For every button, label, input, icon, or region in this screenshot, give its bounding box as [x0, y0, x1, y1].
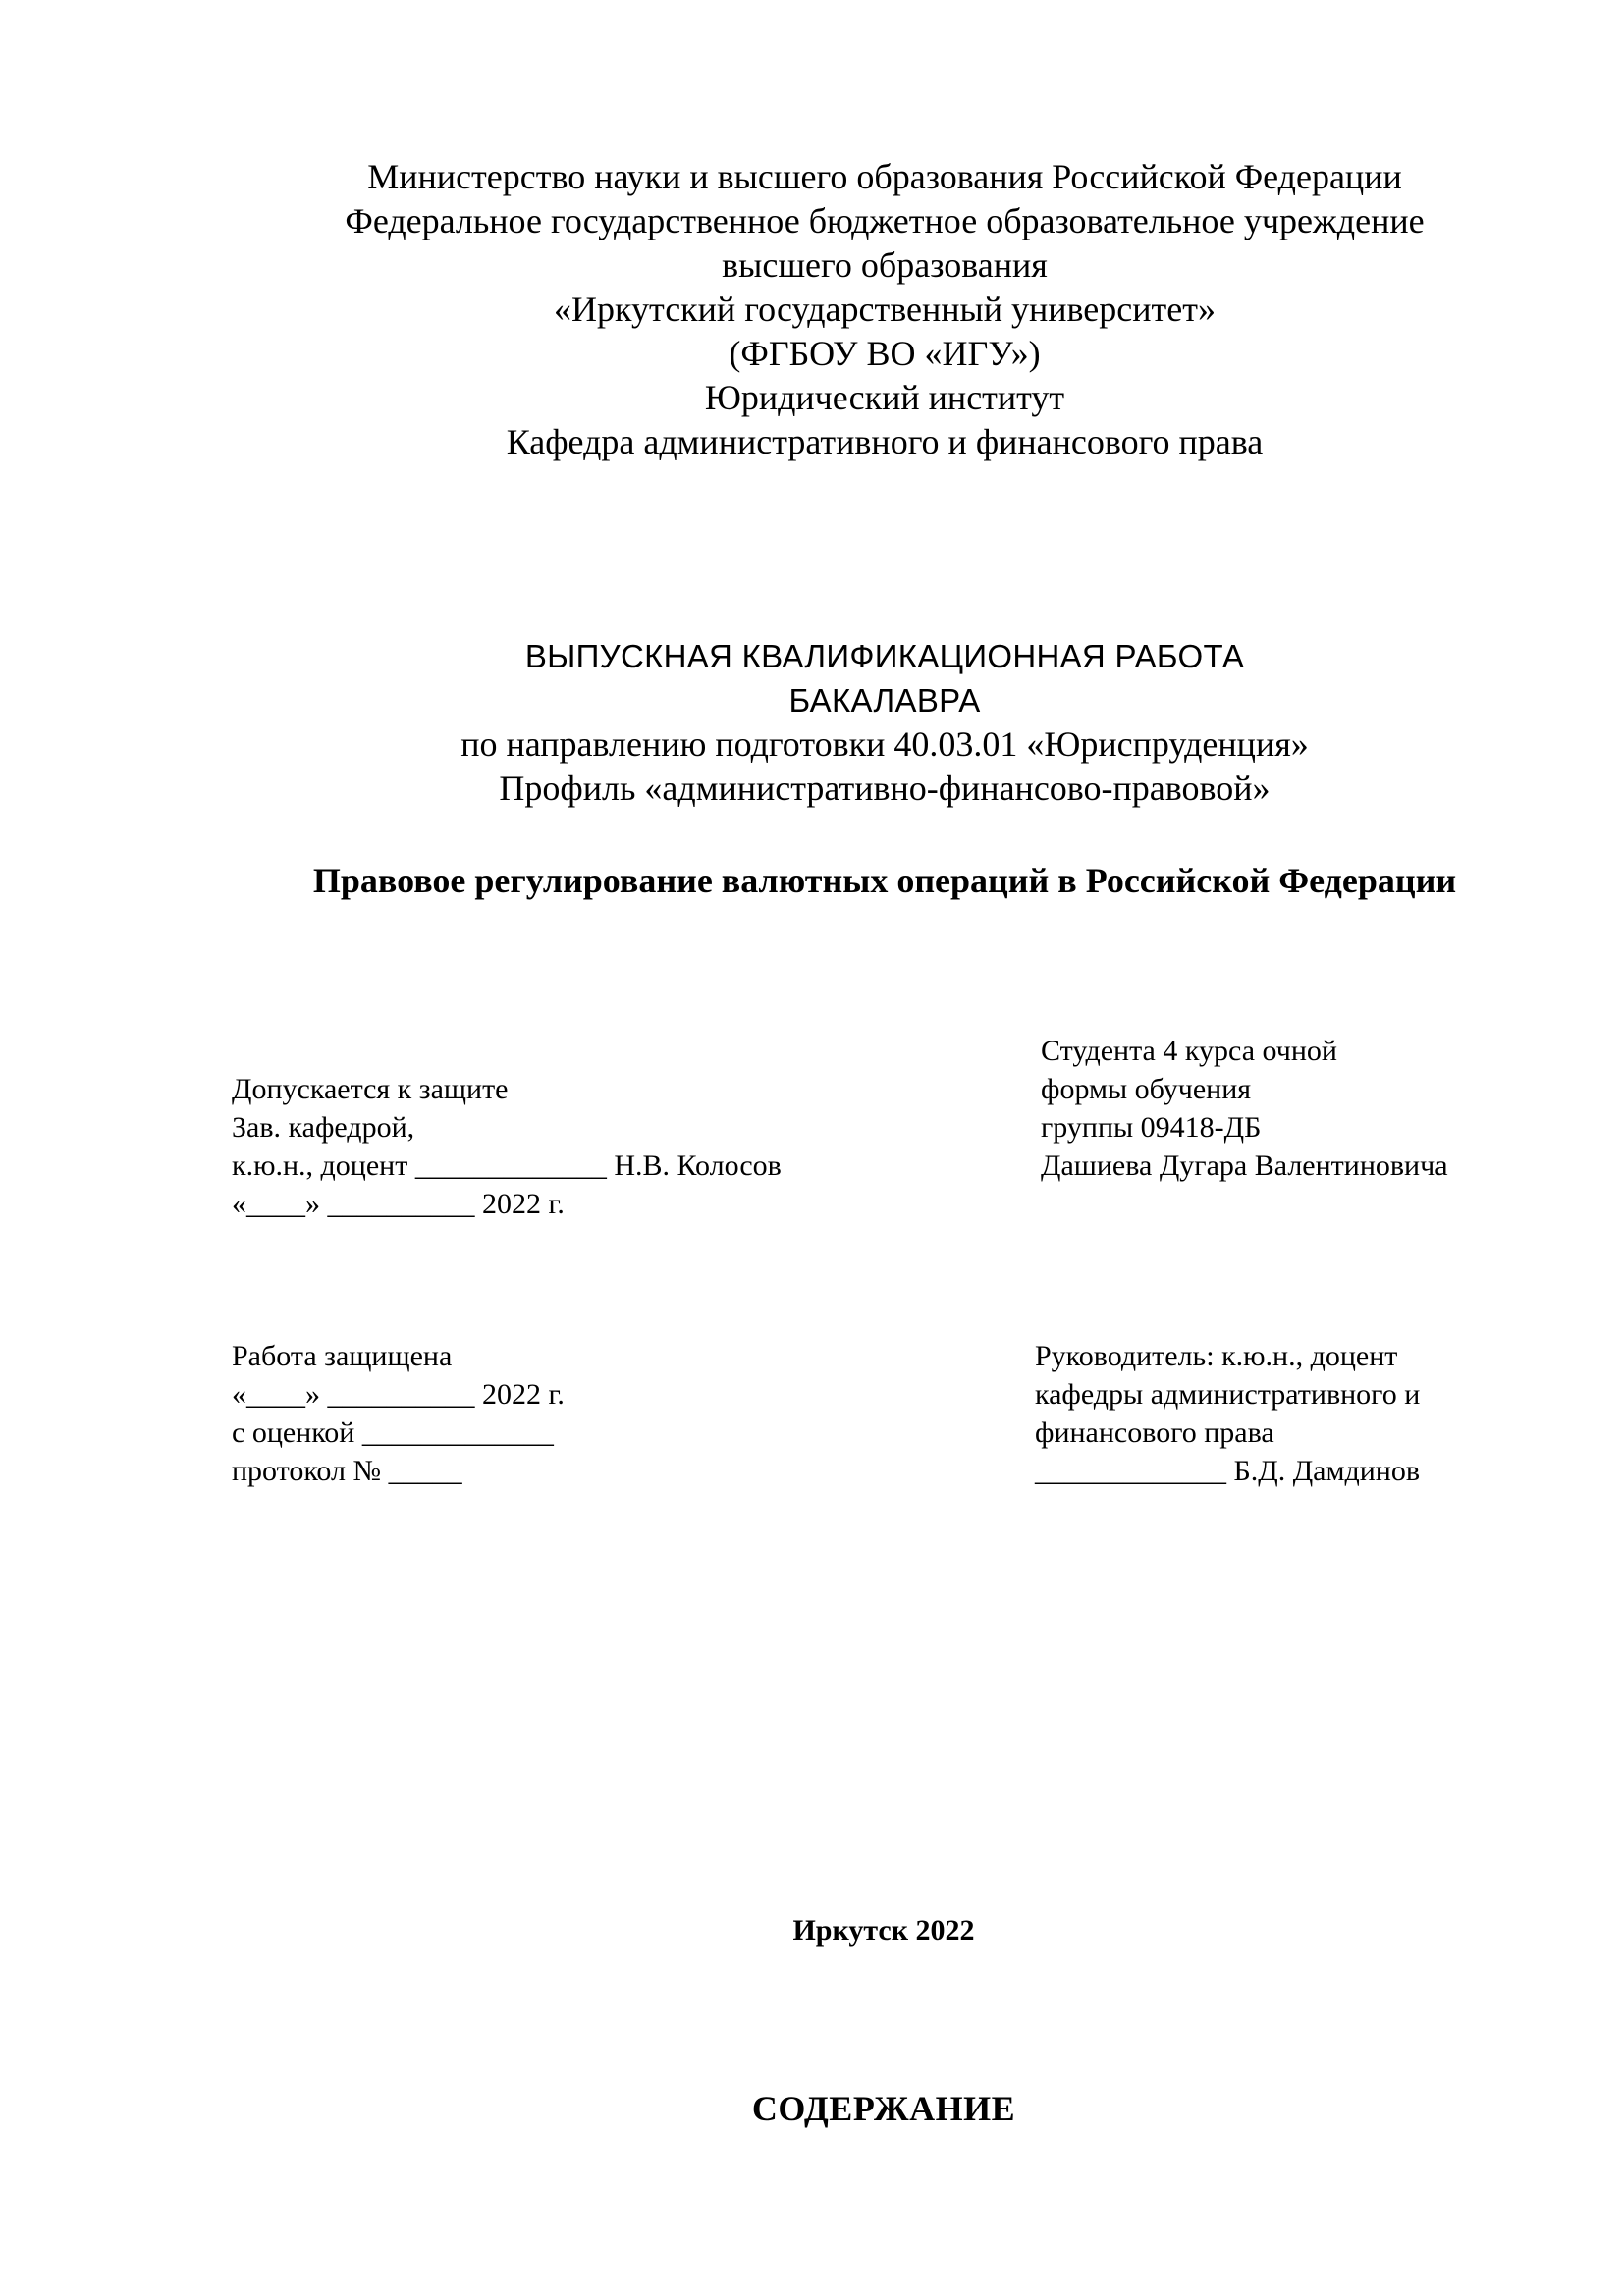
- admission-line: Зав. кафедрой,: [232, 1111, 415, 1144]
- student-line: формы обучения: [1041, 1073, 1252, 1105]
- institution-header: [232, 155, 1538, 464]
- institute-line: Юридический институт: [704, 378, 1065, 417]
- ministry-line: Министерство науки и высшего образования Российской Федерации: [367, 157, 1402, 196]
- supervisor-line: Руководитель: к.ю.н., доцент: [1035, 1340, 1398, 1372]
- work-type-line: ВЫПУСКНАЯ КВАЛИФИКАЦИОННАЯ РАБОТА: [524, 638, 1245, 674]
- profile-line: Профиль «административно-финансово-правовой»: [499, 769, 1271, 808]
- university-name-line: «Иркутский государственный университет»: [554, 290, 1216, 329]
- defense-line: протокол № _____: [232, 1455, 462, 1487]
- defense-block: [232, 1337, 565, 1490]
- direction-line: по направлению подготовки 40.03.01 «Юриспруденция»: [460, 724, 1309, 764]
- student-line: группы 09418-ДБ: [1041, 1111, 1262, 1144]
- institution-type-line: Федеральное государственное бюджетное образовательное учреждение: [345, 201, 1425, 240]
- degree-line: БАКАЛАВРА: [788, 682, 981, 719]
- education-level-line: высшего образования: [722, 245, 1048, 285]
- supervisor-line: _____________ Б.Д. Дамдинов: [1035, 1455, 1420, 1487]
- contents-heading: СОДЕРЖАНИЕ: [751, 2089, 1016, 2128]
- defense-line: с оценкой _____________: [232, 1416, 554, 1449]
- student-line: Дашиева Дугара Валентиновича: [1041, 1149, 1448, 1182]
- thesis-topic: Правовое регулирование валютных операций в Российской Федерации: [312, 861, 1457, 900]
- city-year: Иркутск 2022: [792, 1914, 975, 1947]
- defense-line: Работа защищена: [232, 1340, 453, 1372]
- work-title-block: [232, 634, 1538, 811]
- department-line: Кафедра административного и финансового права: [506, 422, 1264, 461]
- admission-block: [232, 1070, 782, 1223]
- supervisor-block: [1035, 1337, 1420, 1490]
- admission-line: «____» __________ 2022 г.: [232, 1188, 565, 1220]
- student-block: [1041, 1032, 1448, 1185]
- defense-line: «____» __________ 2022 г.: [232, 1378, 565, 1411]
- supervisor-line: кафедры административного и: [1035, 1378, 1421, 1411]
- admission-line: к.ю.н., доцент _____________ Н.В. Колосов: [232, 1149, 782, 1182]
- student-line: Студента 4 курса очной: [1041, 1035, 1337, 1067]
- university-abbr-line: (ФГБОУ ВО «ИГУ»): [729, 334, 1041, 373]
- admission-line: Допускается к защите: [232, 1073, 509, 1105]
- supervisor-line: финансового права: [1035, 1416, 1274, 1449]
